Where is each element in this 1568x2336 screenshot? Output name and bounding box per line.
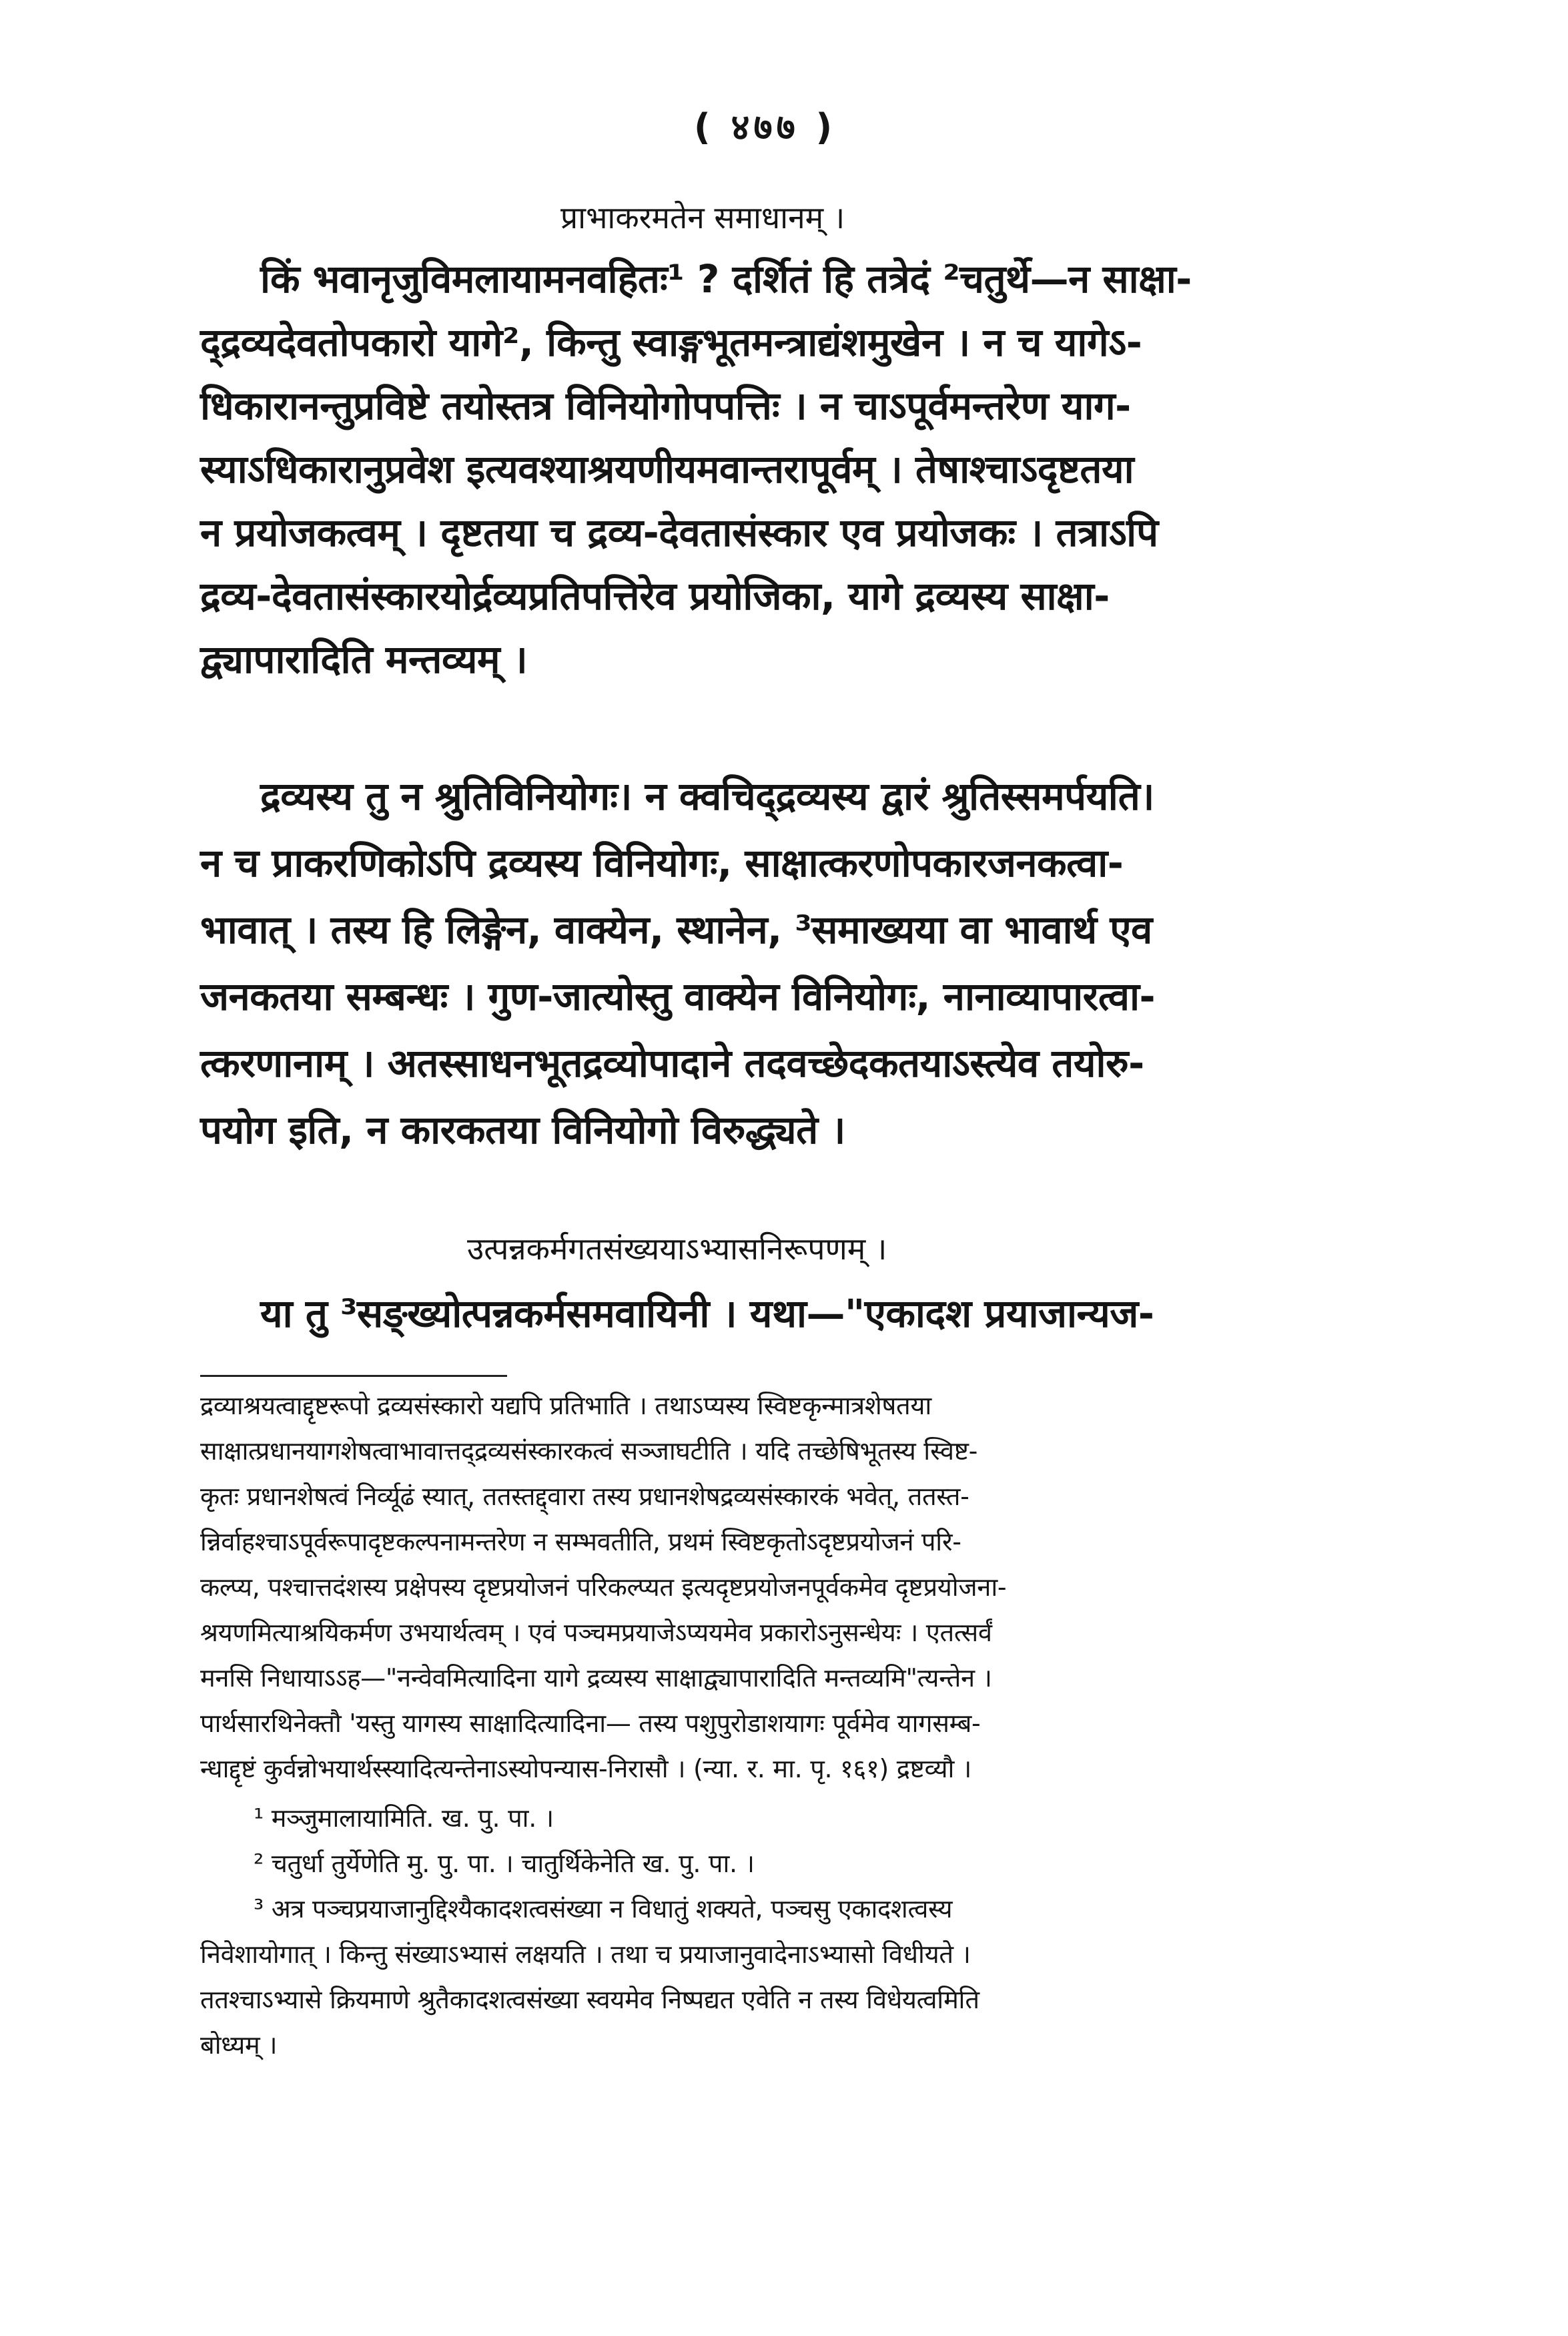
page-number: ( ४७७ ) [694,106,837,148]
main-text-line: या तु ³सङ्ख्योत्पन्नकर्मसमवायिनी । यथा—"एकादश प्रयाजान्यज- [260,1291,1154,1336]
footnote-line: न्निर्वाहश्चाऽपूर्वरूपादृष्टकल्पनामन्तरेण न सम्भवतीति, प्रथमं स्विष्टकृतोऽदृष्टप्रयोजनं परि- [200,1527,961,1556]
footnote-3-line: ³ अत्र पञ्चप्रयाजानुद्दिश्यैकादशत्वसंख्या न विधातुं शक्यते, पञ्चसु एकादशत्वस्य [254,1894,953,1924]
section-heading-prabhakara: प्राभाकरमतेन समाधानम् । [560,200,845,236]
footnote-3-line: ततश्चाऽभ्यासे क्रियमाणे श्रुतैकादशत्वसंख्या स्वयमेव निष्पद्यत एवेति न तस्य विधेयत्वमिति [200,1985,979,2014]
footnote-3-line: बोध्यम् । [200,2030,278,2060]
main-text-line: धिकारानन्तुप्रविष्टे तयोस्तत्र विनियोगोपपत्तिः । न चाऽपूर्वमन्तरेण याग- [200,383,1131,428]
main-text-line: द्रव्यस्य तु न श्रुतिविनियोगः। न क्वचिद्द्रव्यस्य द्वारं श्रुतिस्समर्पयति। [260,774,1154,819]
main-text-line: भावात् । तस्य हि लिङ्गेन, वाक्येन, स्थानेन, ³समाख्यया वा भावार्थ एव [200,907,1152,952]
main-text-line: स्याऽधिकारानुप्रवेश इत्यवश्याश्रयणीयमवान्तरापूर्वम् । तेषाश्चाऽदृष्टतया [200,447,1134,492]
main-text-line: न प्रयोजकत्वम् । दृष्टतया च द्रव्य-देवतासंस्कार एव प्रयोजकः । तत्राऽपि [200,510,1158,555]
footnote-line: न्धाद्दृष्टं कुर्वन्नोभयार्थस्स्यादित्यन्तेनाऽस्योपन्यास-निरासौ । (न्या. र. मा. पृ. १६१) द्रष्टव्यौ । [200,1754,971,1783]
footnote-3-line: निवेशायोगात् । किन्तु संख्याऽभ्यासं लक्षयति । तथा च प्रयाजानुवादेनाऽभ्यासो विधीयते । [200,1940,971,1969]
footnote-line: श्रयणमित्याश्रयिकर्मण उभयार्थत्वम् । एवं पञ्चमप्रयाजेऽप्ययमेव प्रकारोऽनुसन्धेयः । एतत्सर्वं [200,1618,992,1647]
footnote-line: मनसि निधायाऽऽह—"नन्वेवमित्यादिना यागे द्रव्यस्य साक्षाद्व्यापारादिति मन्तव्यमि"त्यन्तेन । [200,1663,992,1693]
main-text-line: द्रव्य-देवतासंस्कारयोर्द्रव्यप्रतिपत्तिरेव प्रयोजिका, यागे द्रव्यस्य साक्षा- [200,573,1110,619]
main-text-line: पयोग इति, न कारकतया विनियोगो विरुद्ध्यते । [200,1107,845,1153]
footnote-line: द्रव्याश्रयत्वाद्दृष्टरूपो द्रव्यसंस्कारो यद्यपि प्रतिभाति । तथाऽप्यस्य स्विष्टकृन्मात्रशेषतया [200,1391,931,1420]
footnote-line: पार्थसारथिनेक्तौ 'यस्तु यागस्य साक्षादित्यादिना— तस्य पशुपुरोडाशयागः पूर्वमेव यागसम्ब- [200,1709,981,1738]
footnote-2: ² चतुर्धा तुर्येणेति मु. पु. पा. । चातुर्थिकेनेति ख. पु. पा. । [254,1849,755,1878]
main-text-line: त्करणानाम् । अतस्साधनभूतद्रव्योपादाने तदवच्छेदकतयाऽस्त्येव तयोरु- [200,1041,1144,1086]
main-text-line: जनकतया सम्बन्धः । गुण-जात्योस्तु वाक्येन विनियोगः, नानाव्यापारत्वा- [200,974,1156,1019]
main-text-line: द्व्यापारादिति मन्तव्यम् । [200,637,528,682]
footnote-line: कृतः प्रधानशेषत्वं निर्व्यूढं स्यात्, ततस्तद्द्वारा तस्य प्रधानशेषद्रव्यसंस्कारकं भवेत्, ततस्त- [200,1482,969,1511]
footnote-1: ¹ मञ्जुमालायामिति. ख. पु. पा. । [254,1803,554,1833]
section-heading-abhyasa: उत्पन्नकर्मगतसंख्ययाऽभ्यासनिरूपणम् । [467,1231,887,1267]
footnote-divider [200,1375,507,1377]
footnote-line: कल्प्य, पश्चात्तदंशस्य प्रक्षेपस्य दृष्टप्रयोजनं परिकल्प्यत इत्यदृष्टप्रयोजनपूर्वकमेव दृष्टप्रयोजना- [200,1572,1007,1602]
main-text-line: द्द्रव्यदेवतोपकारो यागे², किन्तु स्वाङ्गभूतमन्त्राद्यंशमुखेन । न च यागेऽ- [200,320,1142,365]
main-text-line: न च प्राकरणिकोऽपि द्रव्यस्य विनियोगः, साक्षात्करणोपकारजनकत्वा- [200,840,1124,886]
footnote-line: साक्षात्प्रधानयागशेषत्वाभावात्तद्द्रव्यसंस्कारकत्वं सञ्जाघटीति । यदि तच्छेषिभूतस्य स्विष्ट- [200,1436,978,1466]
main-text-line: किं भवानृजुविमलायामनवहितः¹ ? दर्शितं हि तत्रेदं ²चतुर्थे—न साक्षा- [260,256,1192,302]
